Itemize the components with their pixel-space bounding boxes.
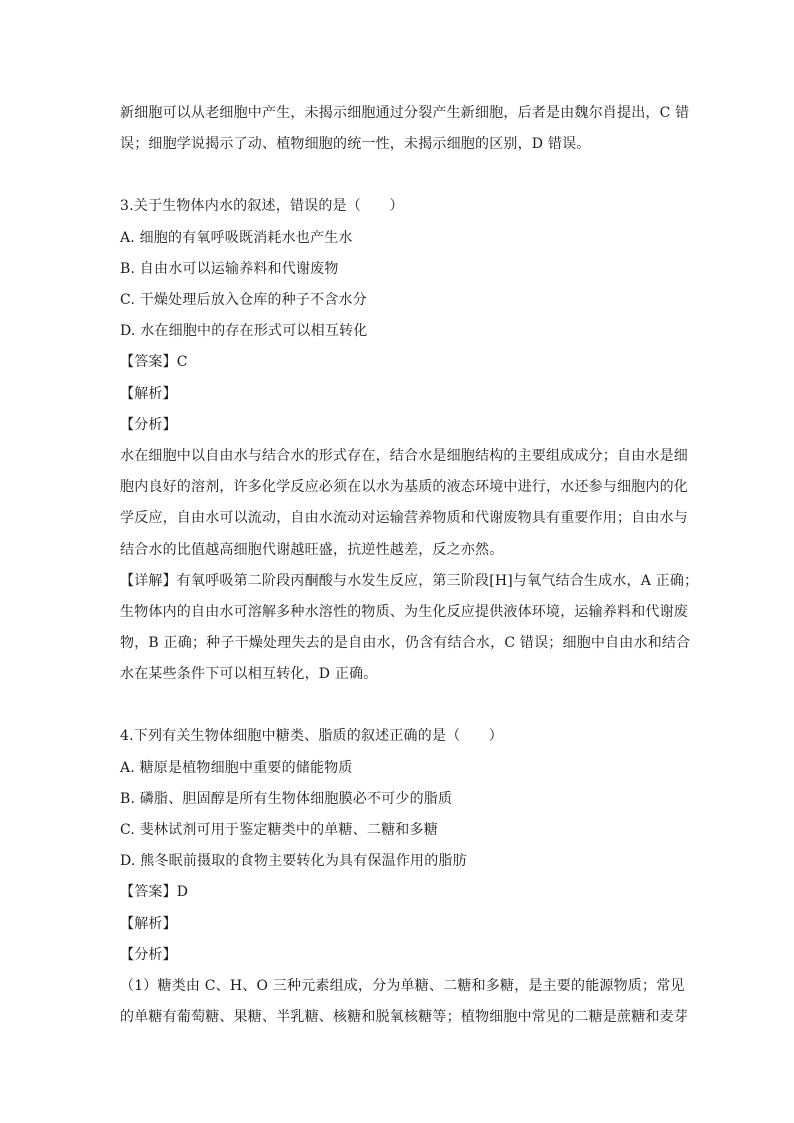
- question-3-answer: 【答案】C: [120, 354, 188, 370]
- question-3-jiexi-heading: 【解析】: [120, 386, 177, 402]
- question-3-option-a: A. 细胞的有氧呼吸既消耗水也产生水: [120, 230, 353, 246]
- intro-line-1: 新细胞可以从老细胞中产生，未揭示细胞通过分裂产生新细胞，后者是由魏尔肖提出，C 错: [120, 105, 690, 121]
- question-4-option-c: C. 斐林试剂可用于鉴定糖类中的单糖、二糖和多糖: [120, 822, 438, 838]
- question-4-jiexi-heading: 【解析】: [120, 916, 177, 932]
- question-3-stem: 3.关于生物体内水的叙述，错误的是（ ）: [120, 198, 404, 214]
- question-3-detail-line-1: 【详解】有氧呼吸第二阶段丙酮酸与水发生反应，第三阶段[H]与氧气结合生成水，A 正确；: [120, 573, 699, 589]
- question-4-stem: 4.下列有关生物体细胞中糖类、脂质的叙述正确的是（ ）: [120, 728, 503, 744]
- question-3-option-c: C. 干燥处理后放入仓库的种子不含水分: [120, 292, 367, 308]
- question-4-option-d: D. 熊冬眠前摄取的食物主要转化为具有保温作用的脂肪: [120, 853, 467, 869]
- question-3-fenxi-heading: 【分析】: [120, 417, 177, 433]
- question-3-analysis-line-1: 水在细胞中以自由水与结合水的形式存在，结合水是细胞结构的主要组成成分；自由水是细: [120, 448, 688, 464]
- question-3-detail-line-2: 生物体内的自由水可溶解多种水溶性的物质、为生化反应提供液体环境，运输养料和代谢废: [120, 604, 688, 620]
- question-3-analysis-line-2: 胞内良好的溶剂，许多化学反应必须在以水为基质的液态环境中进行，水还参与细胞内的化: [120, 479, 688, 495]
- question-3-analysis-line-4: 结合水的比值越高细胞代谢越旺盛，抗逆性越差，反之亦然。: [120, 542, 504, 558]
- question-4-analysis-line-1: （1）糖类由 C、H、O 三种元素组成，分为单糖、二糖和多糖，是主要的能源物质；常见: [120, 978, 685, 994]
- question-3-option-b: B. 自由水可以运输养料和代谢废物: [120, 261, 339, 277]
- question-4-answer: 【答案】D: [120, 884, 189, 900]
- question-4-fenxi-heading: 【分析】: [120, 947, 177, 963]
- question-3-analysis-line-3: 学反应，自由水可以流动，自由水流动对运输营养物质和代谢废物具有重要作用；自由水与: [120, 510, 688, 526]
- question-4-option-a: A. 糖原是植物细胞中重要的储能物质: [120, 760, 353, 776]
- question-3-detail-line-4: 水在某些条件下可以相互转化，D 正确。: [120, 666, 378, 682]
- question-3-detail-line-3: 物，B 正确；种子干燥处理失去的是自由水，仍含有结合水，C 错误；细胞中自由水和结合: [120, 635, 691, 651]
- question-4-option-b: B. 磷脂、胆固醇是所有生物体细胞膜必不可少的脂质: [120, 791, 453, 807]
- question-4-analysis-line-2: 的单糖有葡萄糖、果糖、半乳糖、核糖和脱氧核糖等；植物细胞中常见的二糖是蔗糖和麦芽: [120, 1009, 688, 1025]
- question-3-option-d: D. 水在细胞中的存在形式可以相互转化: [120, 323, 368, 339]
- intro-line-2: 误；细胞学说揭示了动、植物细胞的统一性，未揭示细胞的区别，D 错误。: [120, 136, 591, 152]
